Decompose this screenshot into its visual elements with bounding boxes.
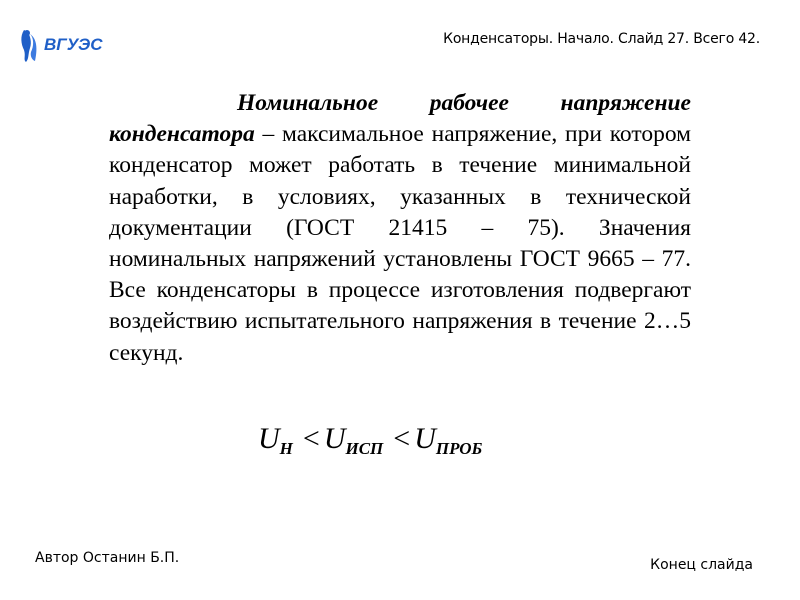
university-logo: [18, 26, 118, 66]
formula-sub2: ИСП: [345, 439, 384, 458]
term: Номинальное рабочее напряжение конденсатора: [109, 90, 691, 148]
formula-u3: U: [414, 422, 436, 455]
slide-info: Конденсаторы. Начало. Слайд 27. Всего 42.: [443, 31, 760, 47]
end-of-slide-link[interactable]: Конец слайда: [650, 557, 753, 573]
formula-sub1: Н: [279, 439, 293, 458]
formula-u2: U: [323, 422, 346, 455]
formula-u1: U: [258, 422, 280, 455]
logo-emblem-icon: [18, 26, 118, 66]
formula-op2: <: [393, 422, 411, 455]
author-label: Автор Останин Б.П.: [35, 550, 180, 566]
formula-sub3: ПРОБ: [435, 439, 483, 458]
voltage-formula: [258, 422, 482, 456]
logo-text: ВГУЭС: [44, 35, 103, 54]
definition-text: – максимальное напряжение, при котором конденсатор может работать в течение минимальной наработки, в условиях, указанных в технической документации (ГОСТ 21415 – 75). Значения номинальных напряжений установлены ГОСТ 9665 – 77. Все конденсаторы в процессе изготовления подвергают воздействию испытательного напряжения в течение 2…5 секунд.: [109, 121, 691, 366]
formula-op1: <: [302, 422, 320, 455]
definition-paragraph: [109, 88, 691, 369]
